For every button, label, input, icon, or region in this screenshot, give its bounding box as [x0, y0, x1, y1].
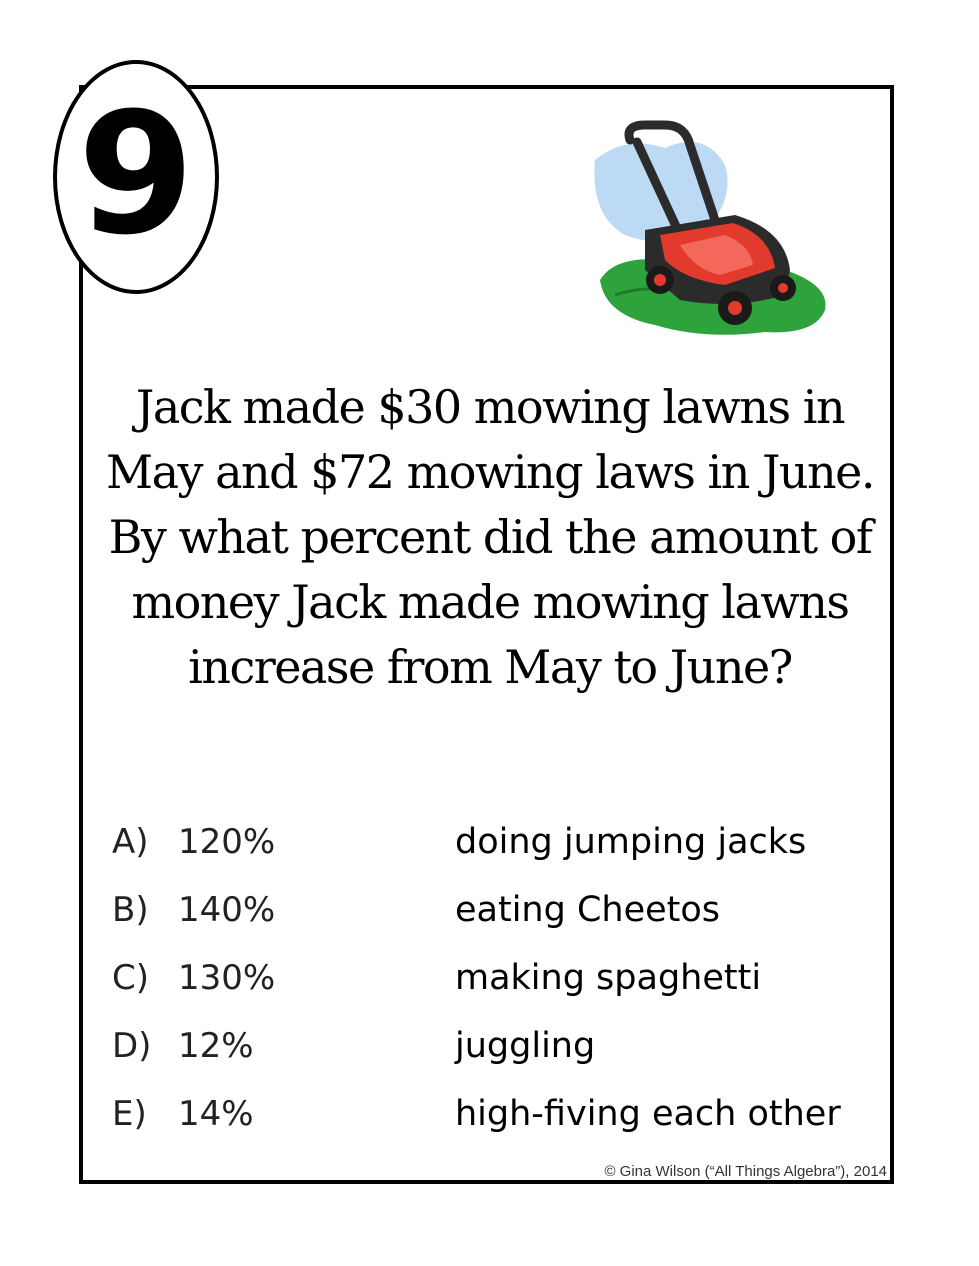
choice-activity: high-fiving each other — [455, 1094, 841, 1134]
answer-choices — [112, 808, 892, 1148]
choice-activity: eating Cheetos — [455, 890, 721, 930]
choice-value: 120% — [178, 822, 276, 862]
lawn-mower-icon — [585, 120, 835, 345]
choice-e — [112, 1080, 892, 1148]
choice-letter: A) — [112, 822, 149, 862]
choice-value: 130% — [178, 958, 276, 998]
choice-d — [112, 1012, 892, 1080]
choice-c — [112, 944, 892, 1012]
copyright-notice: © Gina Wilson (“All Things Algebra”), 2014 — [604, 1163, 887, 1180]
choice-activity: doing jumping jacks — [455, 822, 807, 862]
choice-letter: B) — [112, 890, 149, 930]
choice-b — [112, 876, 892, 944]
choice-value: 12% — [178, 1026, 254, 1066]
choice-letter: C) — [112, 958, 150, 998]
choice-letter: E) — [112, 1094, 147, 1134]
problem-number: 9 — [77, 76, 195, 272]
choice-value: 140% — [178, 890, 276, 930]
choice-activity: making spaghetti — [455, 958, 762, 998]
choice-value: 14% — [178, 1094, 254, 1134]
choice-activity: juggling — [455, 1026, 596, 1066]
problem-number-badge — [53, 60, 219, 294]
choice-letter: D) — [112, 1026, 152, 1066]
choice-a — [112, 808, 892, 876]
question-text: Jack made $30 mowing lawns in May and $72 mowing laws in June. By what percent did the amount of money Jack made mowing lawns increase from May to June? — [105, 380, 874, 694]
